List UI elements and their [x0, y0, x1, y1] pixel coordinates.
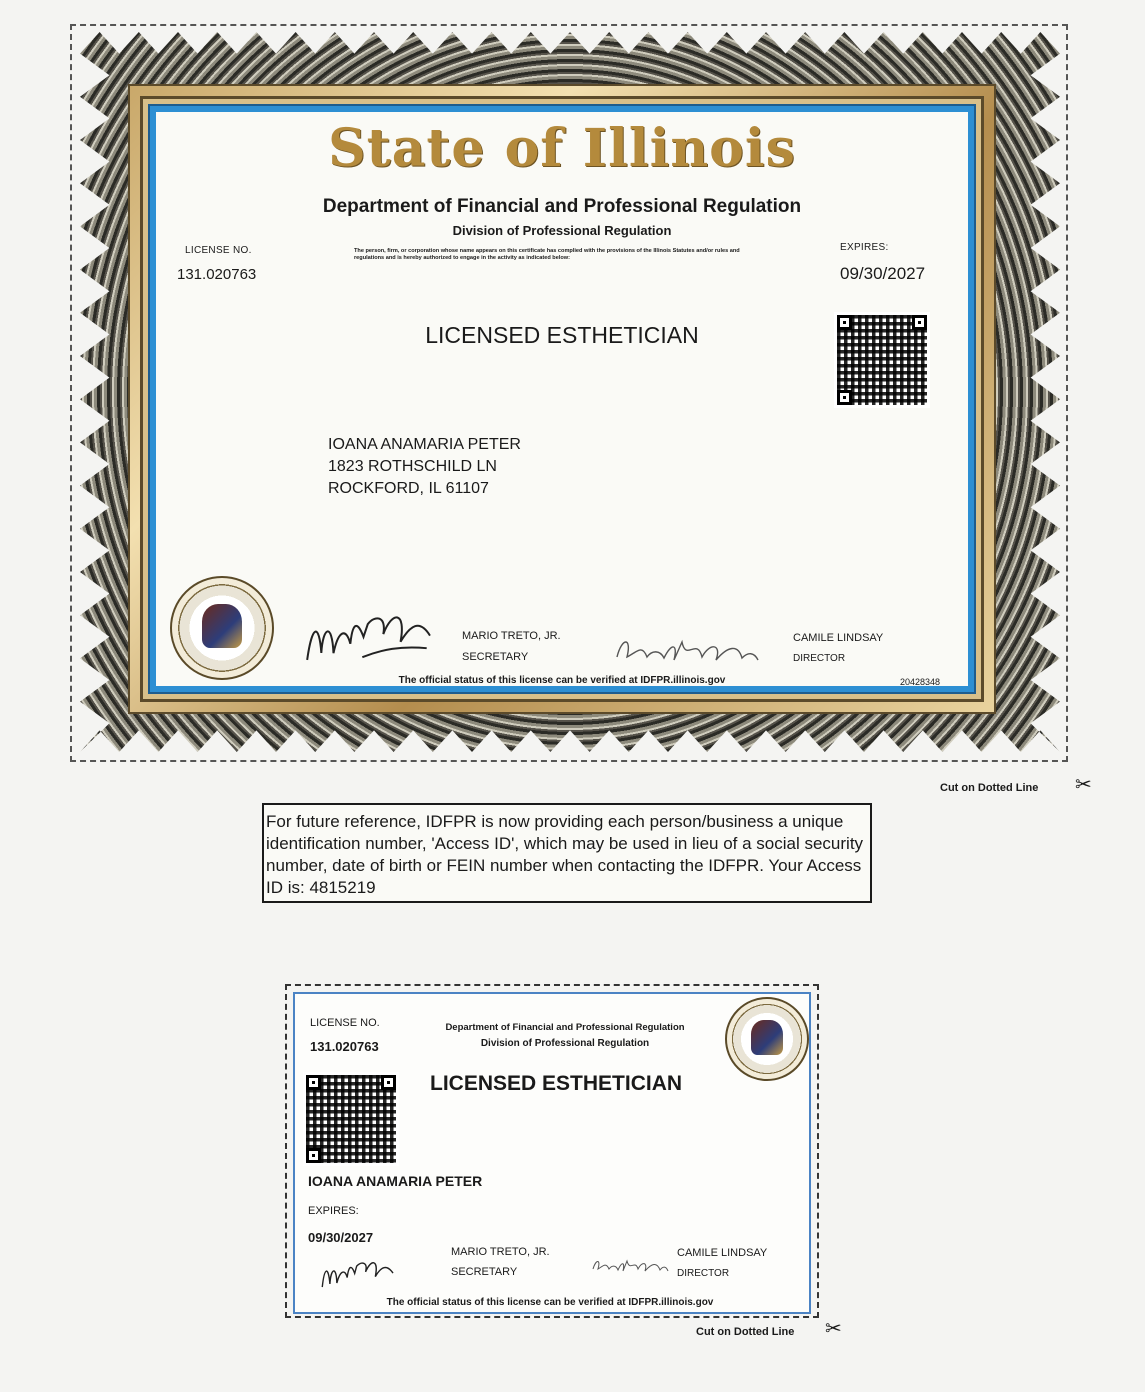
card-license-no: 131.020763: [310, 1039, 379, 1054]
certificate-statement: The person, firm, or corporation whose name appears on this certificate has complied with the provisions of the Illinois Statutes and/or rules and regulations and is hereby authorized to engage in the activity as indicated below:: [354, 248, 740, 261]
card-state-seal-icon: [725, 997, 809, 1081]
card-licensee-name: IOANA ANAMARIA PETER: [308, 1173, 483, 1189]
scissors-icon: ✂: [1075, 774, 1092, 796]
state-seal-icon: [170, 576, 274, 680]
certificate-secretary-title: SECRETARY: [462, 651, 529, 663]
certificate-department: Department of Financial and Professional Regulation: [322, 196, 802, 217]
card-license-type: LICENSED ESTHETICIAN: [430, 1072, 683, 1095]
card-director-signature: [590, 1256, 670, 1281]
certificate-license-no: 131.020763: [177, 266, 257, 283]
certificate-secretary-name: MARIO TRETO, JR.: [462, 630, 561, 642]
certificate-director-title: DIRECTOR: [793, 653, 846, 664]
card-scissors-icon: ✂: [825, 1318, 842, 1340]
certificate-division: Division of Professional Regulation: [452, 223, 672, 238]
certificate-licensee-name: IOANA ANAMARIA PETER: [328, 436, 521, 453]
card-license-no-label: LICENSE NO.: [310, 1017, 380, 1029]
card-director-name: CAMILE LINDSAY: [677, 1247, 768, 1259]
certificate-address-line2: ROCKFORD, IL 61107: [328, 480, 489, 497]
certificate-license-no-label: LICENSE NO.: [185, 245, 252, 256]
card-qr-code: [303, 1072, 399, 1166]
access-id-text: For future reference, IDFPR is now providing each person/business a unique identification number, 'Access ID', which may be used in lieu of a social security number, date of birth or FEIN number when contacting the IDFPR. Your Access ID is: 4815219: [266, 812, 864, 897]
certificate-license-type: LICENSED ESTHETICIAN: [425, 322, 699, 348]
certificate-state-title: State of Illinois: [328, 118, 796, 179]
certificate-expires: 09/30/2027: [840, 264, 926, 283]
certificate-director-name: CAMILE LINDSAY: [793, 632, 884, 644]
certificate-serial: 20428348: [900, 677, 941, 687]
card-secretary-title: SECRETARY: [451, 1266, 518, 1278]
card-expires: 09/30/2027: [308, 1230, 374, 1245]
card-status-note: The official status of this license can be verified at IDFPR.illinois.gov: [386, 1297, 714, 1308]
card-cut-line-label: Cut on Dotted Line: [696, 1326, 795, 1338]
director-signature-icon: [612, 632, 762, 672]
card-division: Division of Professional Regulation: [480, 1038, 650, 1049]
certificate-address-line1: 1823 ROTHSCHILD LN: [328, 458, 497, 475]
certificate-status-note: The official status of this license can be verified at IDFPR.illinois.gov: [398, 675, 726, 686]
card-department: Department of Financial and Professional Regulation: [445, 1022, 685, 1033]
cut-line-label: Cut on Dotted Line: [940, 782, 1039, 794]
card-director-signature-icon: [590, 1256, 670, 1276]
certificate-expires-label: EXPIRES:: [840, 242, 889, 253]
card-expires-label: EXPIRES:: [308, 1205, 359, 1217]
card-director-title: DIRECTOR: [677, 1268, 730, 1279]
card-secretary-name: MARIO TRETO, JR.: [451, 1246, 550, 1258]
certificate-director-signature: [612, 632, 762, 677]
